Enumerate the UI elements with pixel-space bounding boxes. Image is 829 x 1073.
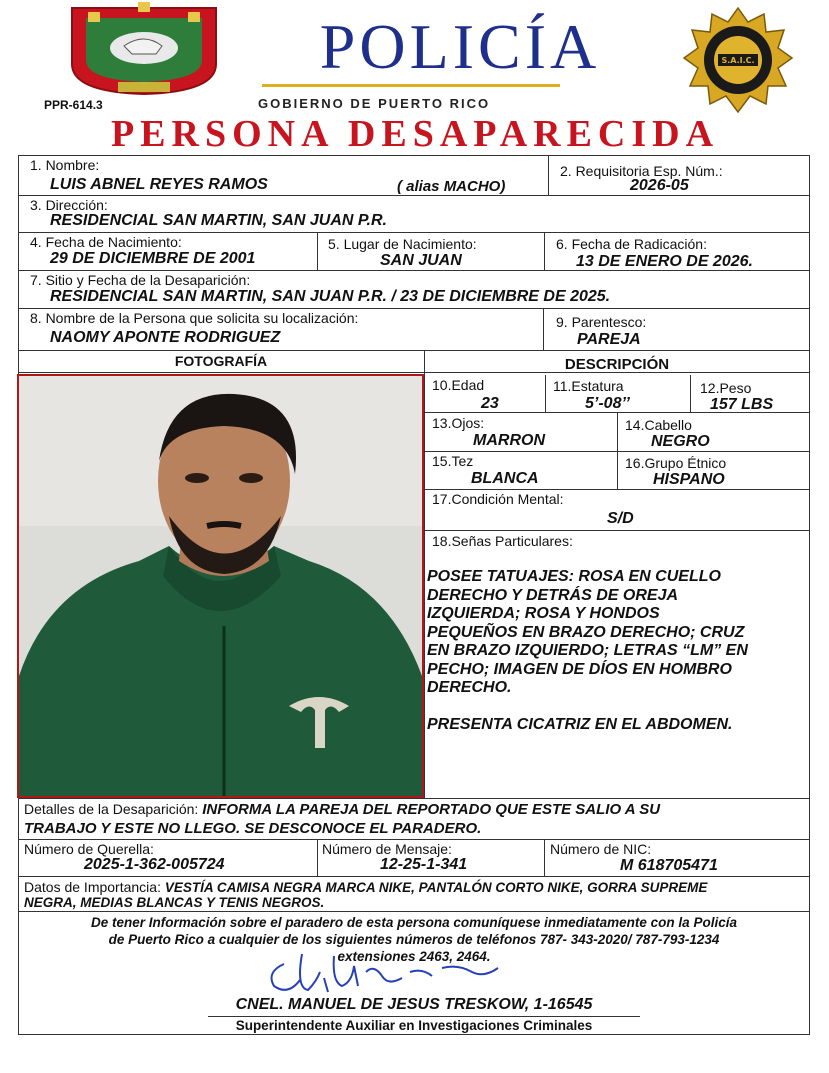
signature-icon [262,942,552,998]
peso-label: 12.Peso [700,380,752,396]
grupo-label: 16.Grupo Étnico [625,455,727,471]
signer-name: CNEL. MANUEL DE JESUS TRESKOW, 1-16545 [235,996,593,1013]
requisitoria-label: 2. Requisitoria Esp. Núm.: [560,163,723,179]
police-badge-icon [682,6,794,118]
coat-of-arms-icon [58,2,230,98]
sitio-value: RESIDENCIAL SAN MARTIN, SAN JUAN P.R. / 23 DE DICIEMBRE DE 2025. [50,288,611,305]
nacimiento-label: 4. Fecha de Nacimiento: [30,234,182,250]
requisitoria-value: 2026-05 [630,177,689,194]
solicitante-value: NAOMY APONTE RODRIGUEZ [50,329,281,346]
mensaje-label: Número de Mensaje: [322,841,452,857]
mensaje-value: 12-25-1-341 [380,856,468,873]
svg-text:S.A.I.C.: S.A.I.C. [721,56,755,65]
suspect-photo [17,374,424,798]
detalles: Detalles de la Desaparición: INFORMA LA PAREJA DEL REPORTADO QUE ESTE SALIO A SU [24,801,661,818]
agency-title: POLICÍA [319,11,601,82]
senas-label: 18.Señas Particulares: [432,533,573,549]
form-code: PPR-614.3 [44,98,103,112]
senas-text: POSEE TATUAJES: ROSA EN CUELLO DERECHO Y DETRÁS DE OREJA IZQUIERDA; ROSA Y HONDOS PEQUEÑOS EN BRAZO DERECHO; CRUZ EN BRAZO IZQUIERDO; LETRAS “LM” EN PECHO; IMAGEN DE DÍOS EN HOMBRO DERECHO. PRESENTA CICATRIZ EN EL ABDOMEN. [427,568,748,733]
tez-label: 15.Tez [432,453,474,469]
querella-label: Número de Querella: [24,841,154,857]
sitio-label: 7. Sitio y Fecha de la Desaparición: [30,272,251,288]
peso-value: 157 LBS [710,396,774,413]
ojos-label: 13.Ojos: [432,415,485,431]
parentesco-value: PAREJA [577,331,641,348]
radicacion-value: 13 DE ENERO DE 2026. [576,253,753,270]
edad-value: 23 [481,395,499,412]
nic-value: M 618705471 [620,857,718,874]
ojos-value: MARRON [473,432,545,449]
agency-subtitle: GOBIERNO DE PUERTO RICO [258,96,491,111]
nombre-value: LUIS ABNEL REYES RAMOS [50,176,268,193]
lugar-value: SAN JUAN [380,252,462,269]
importancia-line2: NEGRA, MEDIAS BLANCAS Y TENIS NEGROS. [24,895,325,910]
importancia: Datos de Importancia: VESTÍA CAMISA NEGRA MARCA NIKE, PANTALÓN CORTO NIKE, GORRA SUPREME [24,879,708,895]
nacimiento-value: 29 DE DICIEMBRE DE 2001 [50,250,256,267]
parentesco-label: 9. Parentesco: [556,314,647,330]
detalles-line2: TRABAJO Y ESTE NO LLEGO. SE DESCONOCE EL PARADERO. [24,820,482,837]
title-rule [262,84,560,87]
mental-value: S/D [607,510,634,527]
grupo-value: HISPANO [653,471,725,488]
direccion-value: RESIDENCIAL SAN MARTIN, SAN JUAN P.R. [50,212,387,229]
description-header: DESCRIPCIÓN [564,356,670,373]
alias-value: ( alias MACHO) [397,178,506,195]
edad-label: 10.Edad [432,377,485,393]
estatura-value: 5’-08’’ [585,395,630,412]
cabello-label: 14.Cabello [625,417,692,433]
nombre-label: 1. Nombre: [30,157,100,173]
lugar-label: 5. Lugar de Nacimiento: [328,236,477,252]
direccion-label: 3. Dirección: [30,197,108,213]
missing-person-banner: PERSONA DESAPARECIDA [110,113,720,155]
solicitante-label: 8. Nombre de la Persona que solicita su localización: [30,310,359,326]
mental-label: 17.Condición Mental: [432,491,564,507]
signer-title: Superintendente Auxiliar en Investigaciones Criminales [235,1018,593,1033]
querella-value: 2025-1-362-005724 [84,856,225,873]
photo-header: FOTOGRAFÍA [174,353,268,369]
tez-value: BLANCA [471,470,539,487]
radicacion-label: 6. Fecha de Radicación: [556,236,707,252]
aviso: De tener Información sobre el paradero de esta persona comuníquese inmediatamente con la Policía de Puerto Rico a cualquier de los siguientes números de teléfonos 787- 343-2020/ 787-793-1234 extensiones 2463, 2464. [91,915,737,964]
nic-label: Número de NIC: [550,841,652,857]
estatura-label: 11.Estatura [553,378,624,394]
cabello-value: NEGRO [651,433,710,450]
